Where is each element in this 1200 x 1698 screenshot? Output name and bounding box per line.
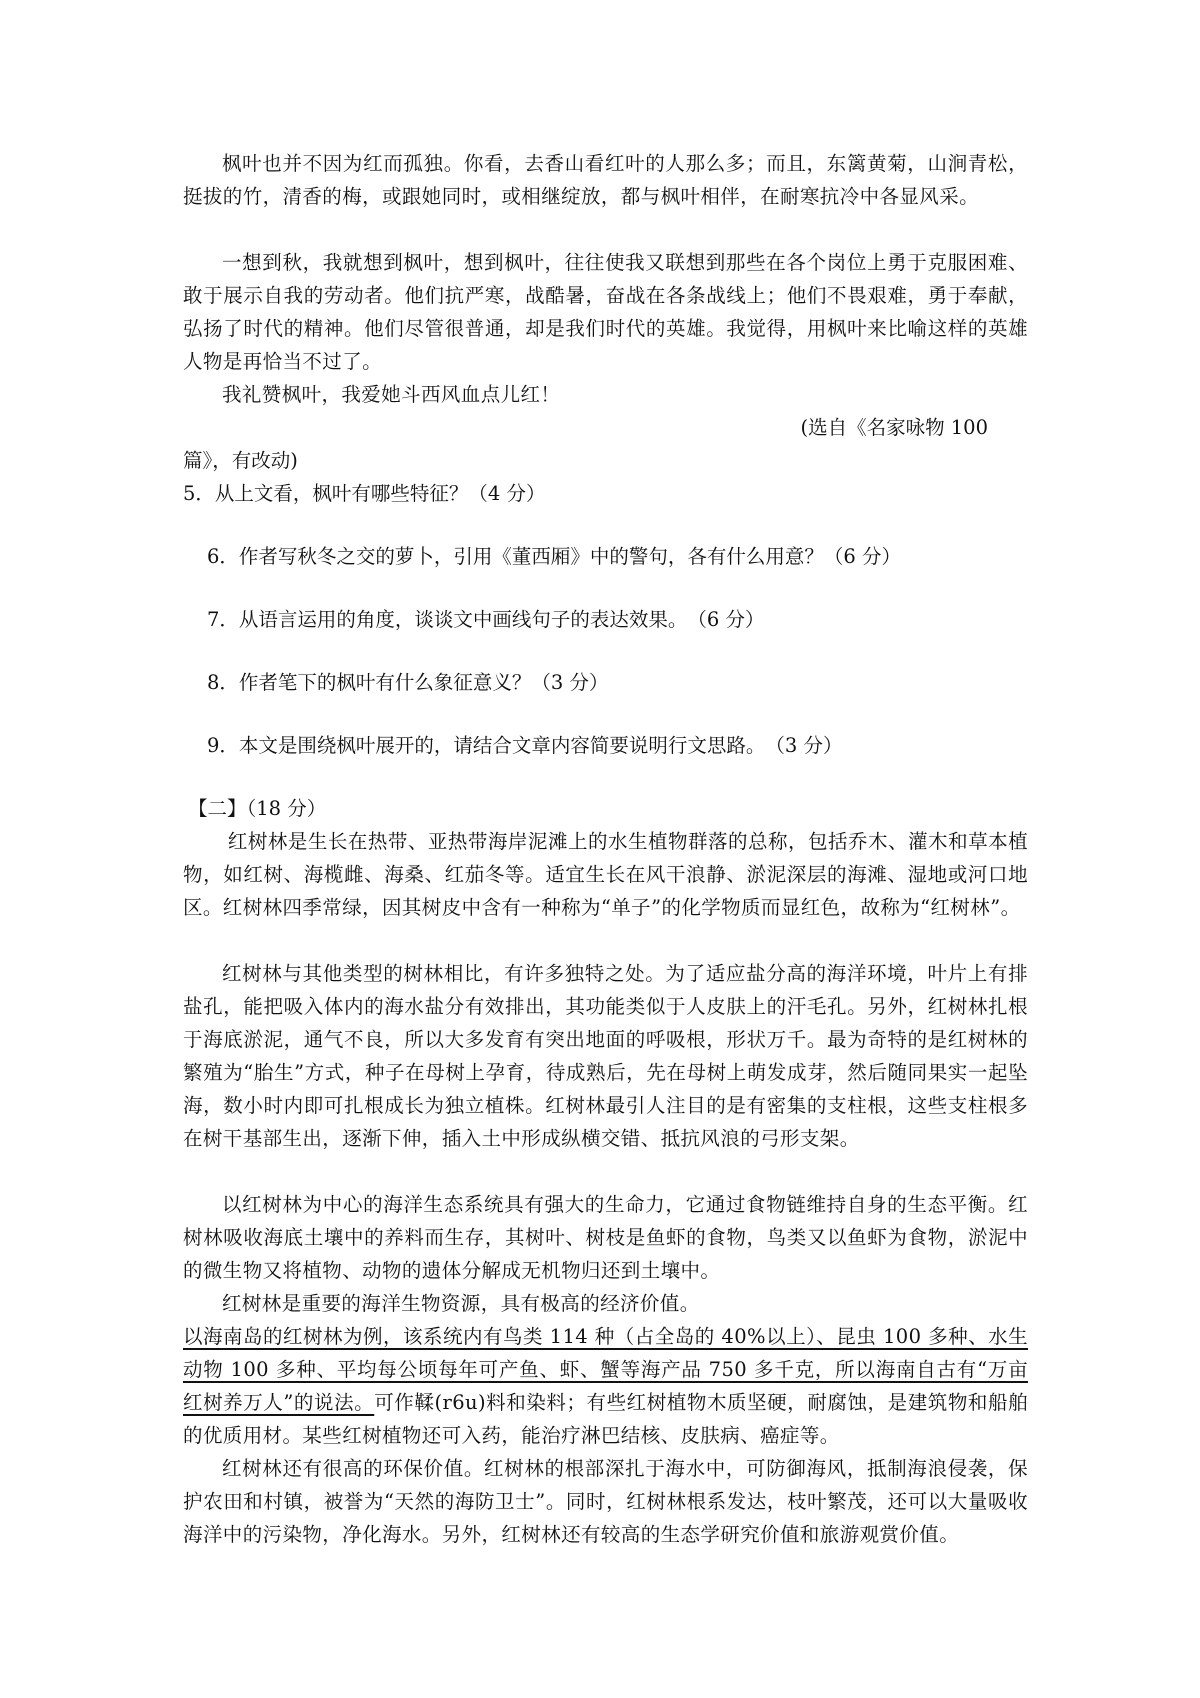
section-2-heading: 【二】（18 分） bbox=[188, 797, 327, 820]
passage1-paragraph-2: 一想到秋，我就想到枫叶，想到枫叶，往往使我又联想到那些在各个岗位上勇于克服困难、敢于展示自我的劳动者。他们抗严寒，战酷暑，奋战在各条战线上；他们不畏艰难，勇于奉献，弘扬了时代的精神。他们尽管很普通，却是我们时代的英雄。我觉得，用枫叶来比喻这样的英雄人物是再恰当不过了。 bbox=[183, 251, 1028, 373]
source-citation bbox=[183, 411, 1028, 477]
underlined-sentence: 以海南岛的红树林为例，该系统内有鸟类 114 种（占全岛的 40%以上）、昆虫 100 多种、水生动物 100 多种、平均每公顷每年可产鱼、虾、蟹等海产品 750 多千克，所以海南自古有“万亩红树养万人”的说法。 bbox=[183, 1325, 1028, 1414]
source-citation-line-2: 篇》，有改动) bbox=[183, 449, 298, 472]
section2-paragraph-2: 红树林与其他类型的树林相比，有许多独特之处。为了适应盐分高的海洋环境，叶片上有排盐孔，能把吸入体内的海水盐分有效排出，其功能类似于人皮肤上的汗毛孔。另外，红树林扎根于海底淤泥，通气不良，所以大多发育有突出地面的呼吸根，形状万千。最为奇特的是红树林的繁殖为“胎生”方式，种子在母树上孕育，待成熟后，先在母树上萌发成芽，然后随同果实一起坠海，数小时内即可扎根成长为独立植株。红树林最引人注目的是有密集的支柱根，这些支柱根多在树干基部生出，逐渐下伸，插入土中形成纵横交错、抵抗风浪的弓形支架。 bbox=[183, 962, 1028, 1150]
section2-paragraph-3: 以红树林为中心的海洋生态系统具有强大的生命力，它通过食物链维持自身的生态平衡。红树林吸收海底土壤中的养料而生存，其树叶、树枝是鱼虾的食物，鸟类又以鱼虾为食物，淤泥中的微生物又将植物、动物的遗体分解成无机物归还到土壤中。 bbox=[183, 1193, 1028, 1282]
section2-paragraph-4: 红树林是重要的海洋生物资源，具有极高的经济价值。 bbox=[222, 1292, 700, 1315]
section2-paragraph-6: 红树林还有很高的环保价值。红树林的根部深扎于海水中，可防御海风，抵制海浪侵袭，保护农田和村镇，被誉为“天然的海防卫士”。同时，红树林根系发达，枝叶繁茂，还可以大量吸收海洋中的污染物，净化海水。另外，红树林还有较高的生态学研究价值和旅游观赏价值。 bbox=[183, 1457, 1028, 1546]
paragraph-5-continuation: 可作鞣(r6u)料和染料；有些红树植物木质坚硬，耐腐蚀，是建筑物和船舶的优质用材。某些红树植物还可入药，能治疗淋巴结核、皮肤病、癌症等。 bbox=[183, 1391, 1028, 1447]
section2-paragraph-1: 红树林是生长在热带、亚热带海岸泥滩上的水生植物群落的总称，包括乔木、灌木和草本植物，如红树、海榄雌、海桑、红茄冬等。适宜生长在风干浪静、淤泥深层的海滩、湿地或河口地区。红树林四季常绿，因其树皮中含有一种称为“单子”的化学物质而显红色，故称为“红树林”。 bbox=[183, 830, 1028, 919]
question-8: 8．作者笔下的枫叶有什么象征意义？（3 分） bbox=[207, 671, 609, 694]
question-7: 7．从语言运用的角度，谈谈文中画线句子的表达效果。 （6 分） bbox=[207, 608, 765, 631]
passage1-paragraph-3: 我礼赞枫叶，我爱她斗西风血点儿红！ bbox=[222, 383, 561, 406]
section2-paragraph-5 bbox=[183, 1320, 1028, 1452]
question-6: 6．作者写秋冬之交的萝卜，引用《董西厢》中的警句，各有什么用意？（6 分） bbox=[207, 545, 902, 568]
source-citation-line-1: (选自《名家咏物 100 bbox=[800, 416, 988, 439]
question-9: 9．本文是围绕枫叶展开的，请结合文章内容简要说明行文思路。 （3 分） bbox=[207, 734, 843, 757]
question-5: 5．从上文看，枫叶有哪些特征？（4 分） bbox=[183, 482, 546, 505]
passage1-paragraph-1: 枫叶也并不因为红而孤独。你看，去香山看红叶的人那么多；而且，东篱黄菊，山涧青松，挺拔的竹，清香的梅，或跟她同时，或相继绽放，都与枫叶相伴，在耐寒抗冷中各显风采。 bbox=[183, 152, 1028, 208]
